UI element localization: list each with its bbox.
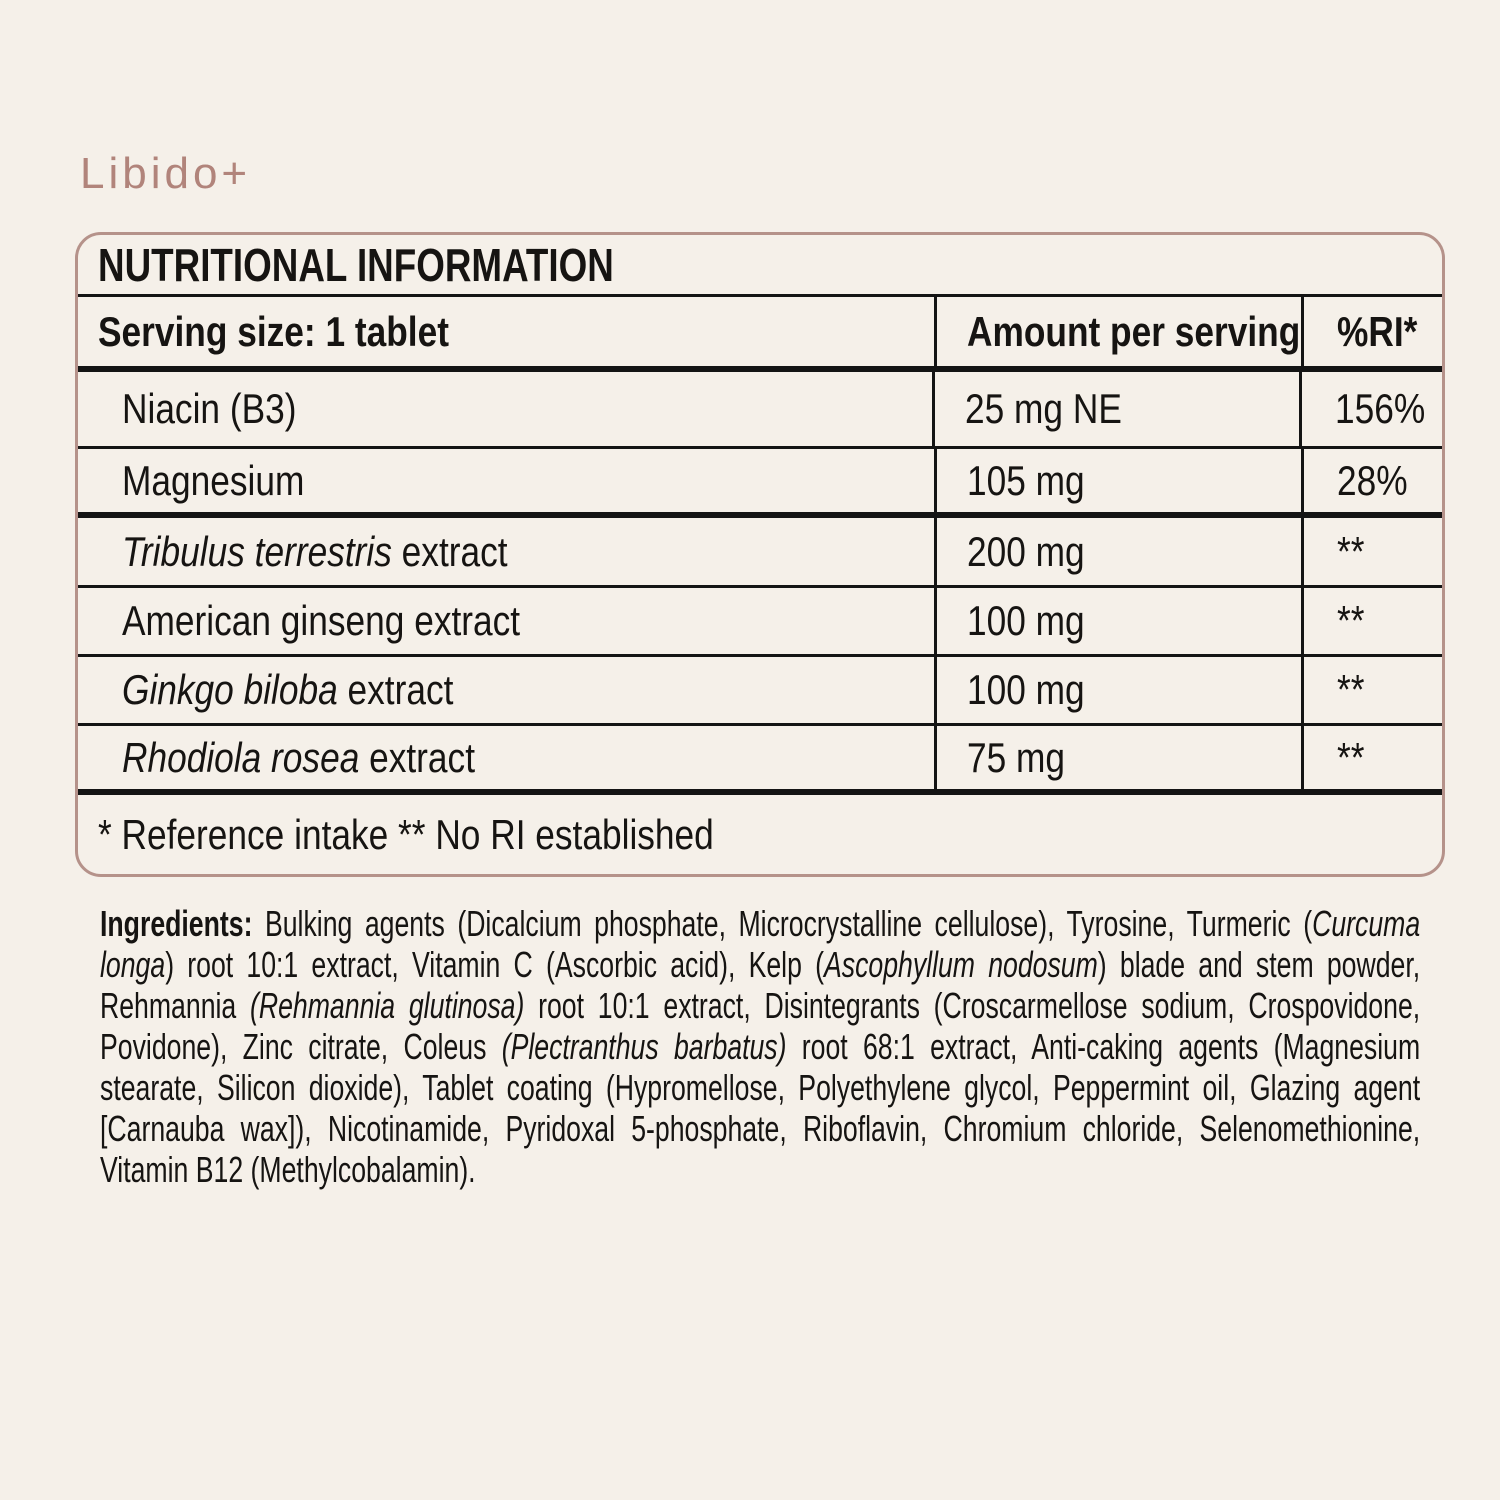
nutrient-ri: ** bbox=[1301, 518, 1442, 585]
ingredients-paragraph: Ingredients: Bulking agents (Dicalcium phosphate, Microcrystalline cellulose), Tyrosine, Turmeric (Curcuma longa) root 10:1 extract, Vitamin C (Ascorbic acid), Kelp (Ascophyllum nodosum) blade and stem powder, Rehmannia (Rehmannia glutinosa) root 10:1 extract, Disintegrants (Croscarmellose sodium, Crospovidone, Povidone), Zinc citrate, Coleus (Plectranthus barbatus) root 68:1 extract, Anti-caking agents (Magnesium stearate, Silicon dioxide), Tablet coating (Hypromellose, Polyethylene glycol, Peppermint oil, Glazing agent [Carnauba wax]), Nicotinamide, Pyridoxal 5-phosphate, Riboflavin, Chromium chloride, Selenomethionine, Vitamin B12 (Methylcobalamin). bbox=[100, 903, 1421, 1190]
nutrient-name: Niacin (B3) bbox=[122, 385, 297, 432]
nutrient-amount: 200 mg bbox=[934, 518, 1301, 585]
nutrient-name: Rhodiola rosea extract bbox=[122, 733, 475, 781]
table-title-row bbox=[78, 235, 1442, 297]
header-serving-size: Serving size: 1 tablet bbox=[98, 307, 449, 355]
table-row-magnesium bbox=[78, 449, 1442, 518]
table-footnote-row bbox=[78, 795, 1442, 874]
table-row-tribulus bbox=[78, 518, 1442, 588]
table-footnote: * Reference intake ** No RI established bbox=[98, 810, 714, 858]
header-ri: %RI* bbox=[1301, 297, 1442, 366]
nutrition-table bbox=[75, 232, 1445, 877]
ingredients-label: Ingredients: bbox=[100, 903, 253, 944]
table-header-row bbox=[78, 297, 1442, 372]
nutrient-amount: 25 mg NE bbox=[932, 372, 1298, 446]
nutrient-amount: 100 mg bbox=[934, 588, 1301, 654]
table-row-american-ginseng bbox=[78, 588, 1442, 657]
nutrient-ri: 156% bbox=[1299, 372, 1442, 446]
table-row-ginkgo-biloba bbox=[78, 657, 1442, 726]
nutrient-amount: 75 mg bbox=[934, 726, 1301, 789]
nutrient-amount: 105 mg bbox=[934, 449, 1301, 512]
header-amount-per-serving: Amount per serving bbox=[934, 297, 1301, 366]
nutrient-ri: ** bbox=[1301, 726, 1442, 789]
table-row-niacin bbox=[78, 372, 1442, 449]
nutrient-amount: 100 mg bbox=[934, 657, 1301, 723]
nutrient-ri: 28% bbox=[1301, 449, 1442, 512]
product-name: Libido+ bbox=[80, 149, 252, 198]
nutrient-name: Tribulus terrestris extract bbox=[122, 527, 508, 575]
nutrient-ri: ** bbox=[1301, 588, 1442, 654]
table-row-rhodiola-rosea bbox=[78, 726, 1442, 795]
nutrient-name: Magnesium bbox=[122, 456, 305, 504]
nutrient-name: Ginkgo biloba extract bbox=[122, 666, 454, 713]
nutrient-name: American ginseng extract bbox=[122, 597, 521, 644]
nutrient-ri: ** bbox=[1301, 657, 1442, 723]
table-title: NUTRITIONAL INFORMATION bbox=[98, 238, 614, 291]
